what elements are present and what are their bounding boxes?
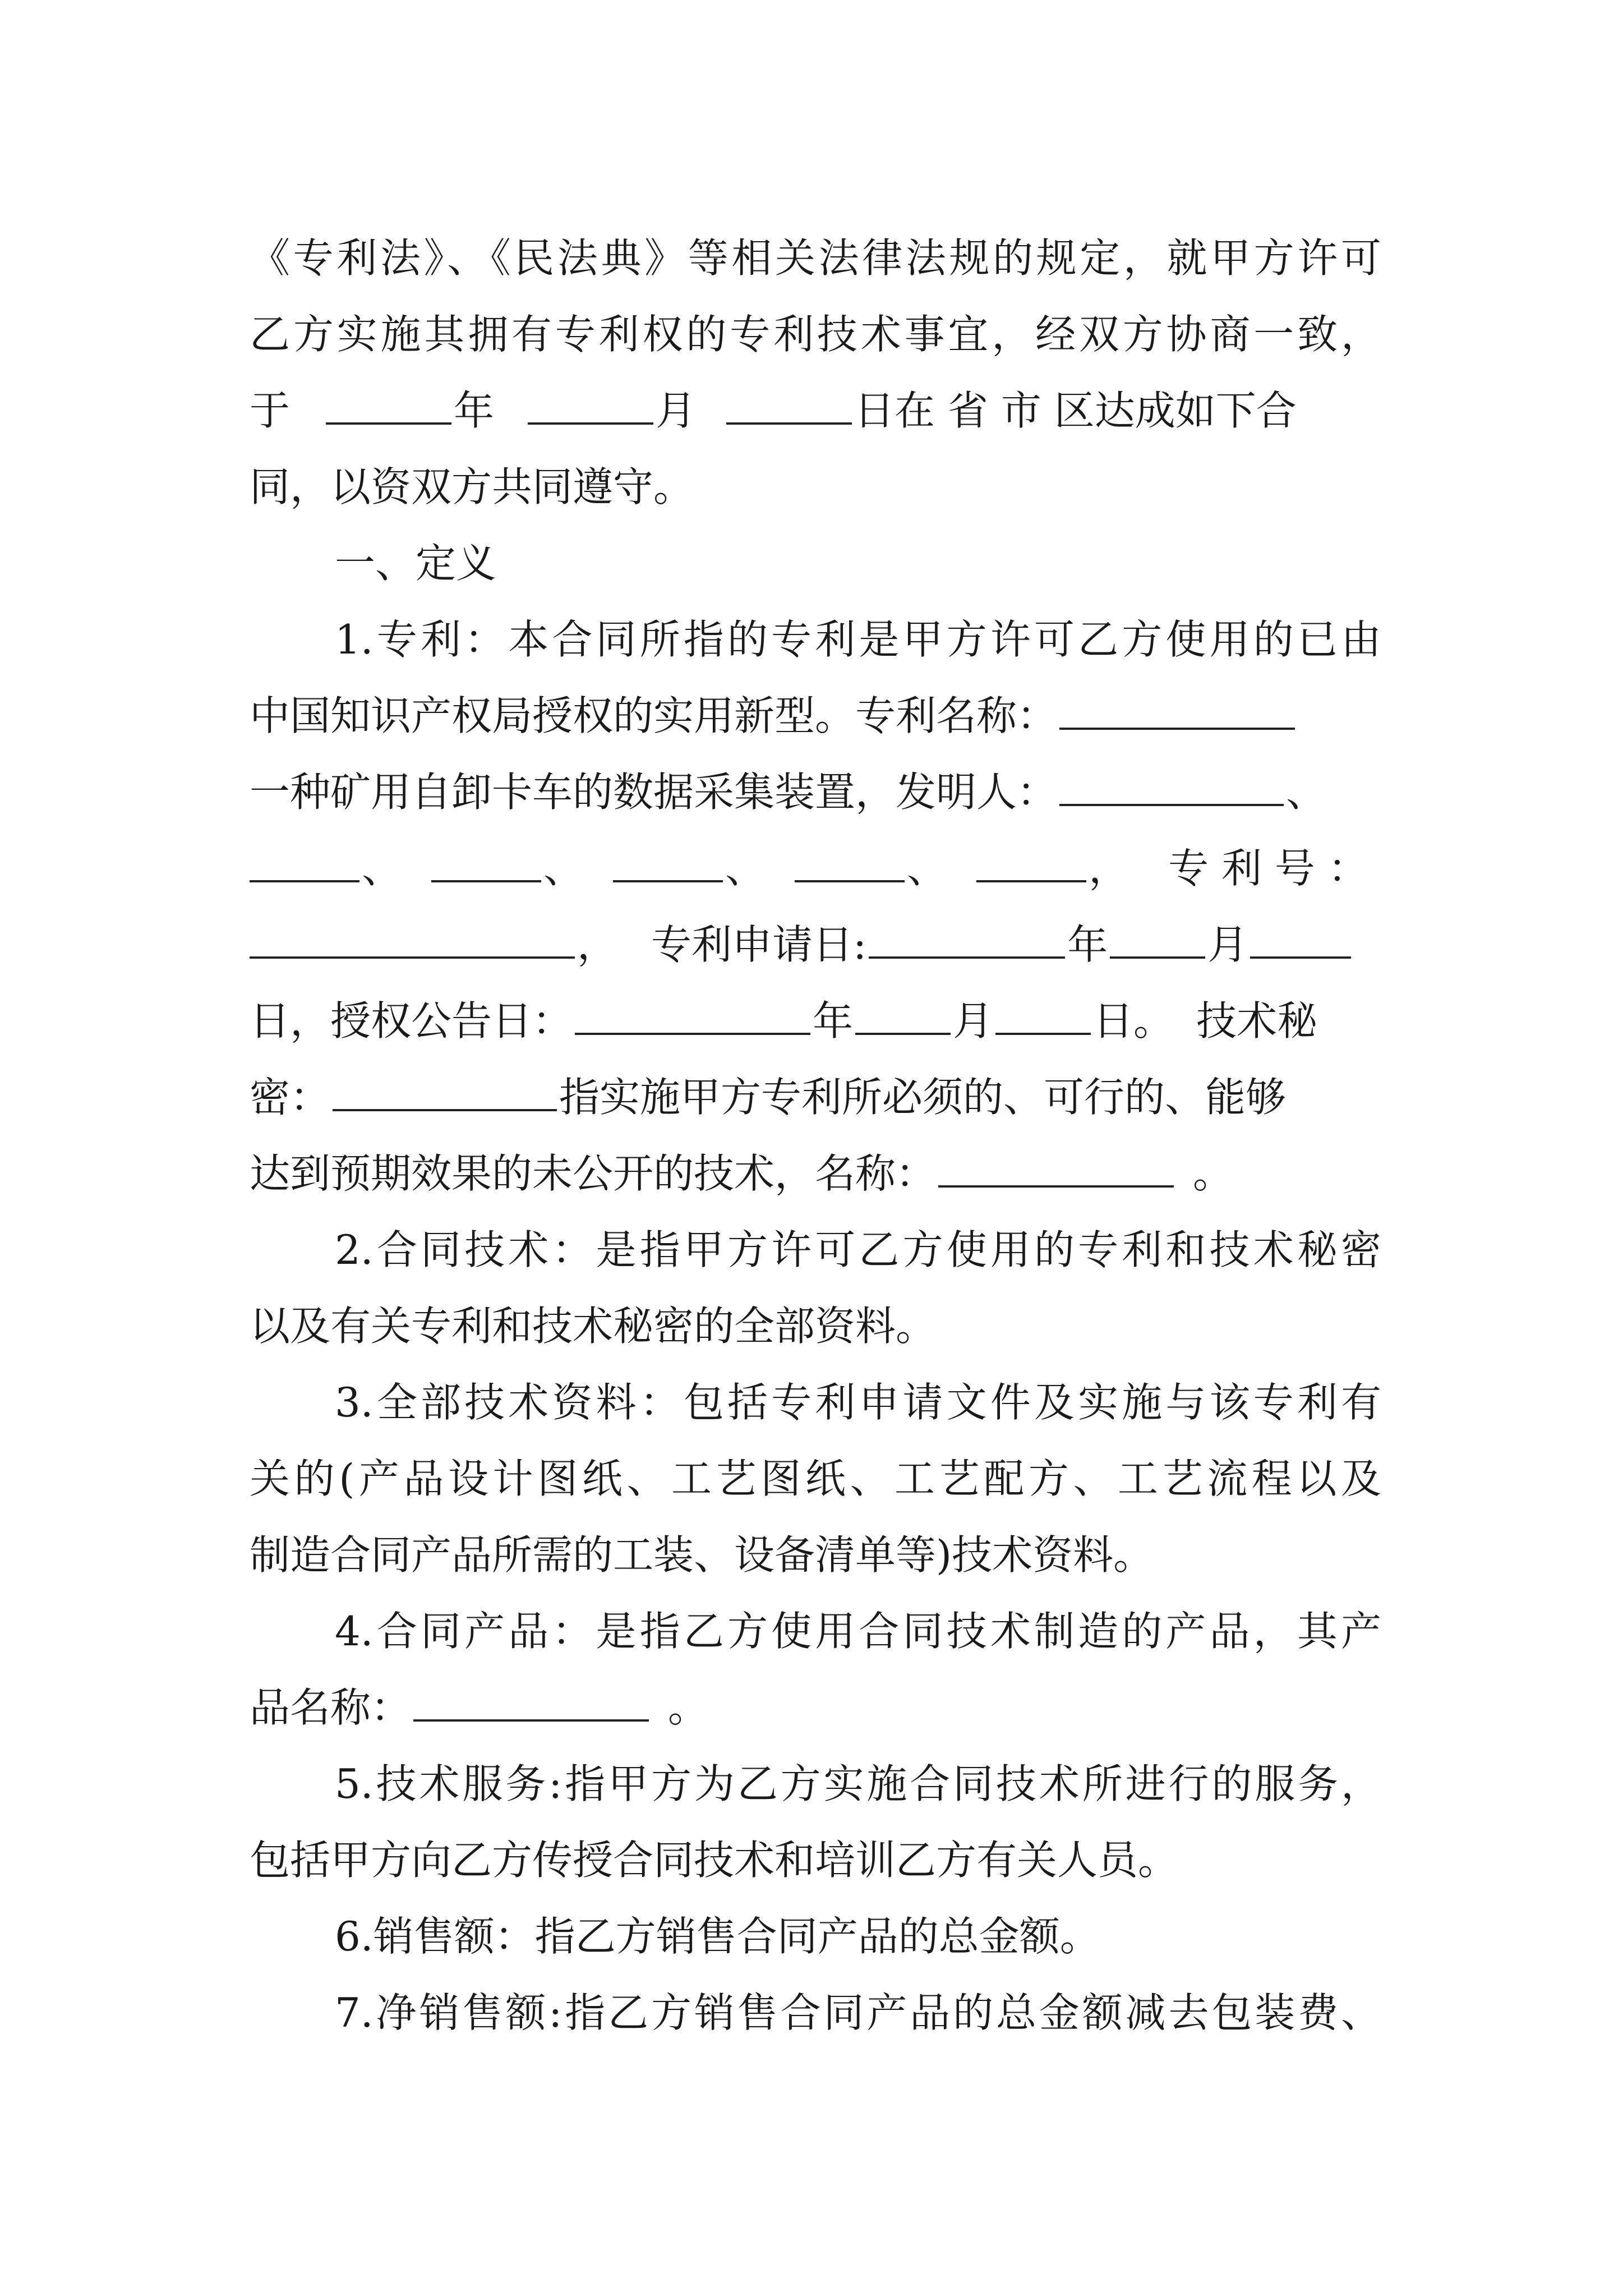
blank-underline — [726, 384, 852, 425]
text-fragment: 日在 省 市 区达成如下合 — [854, 387, 1297, 434]
text-fragment: 、 — [725, 845, 766, 892]
text-line: 3.全部技术资料：包括专利申请文件及实施与该专利有 — [335, 1379, 1381, 1426]
blank-underline — [976, 842, 1086, 882]
text-fragment: 年 — [813, 997, 854, 1045]
text-fragment: 技术秘 — [1196, 997, 1318, 1045]
blank-underline — [431, 842, 541, 882]
blank-underline — [333, 1071, 557, 1111]
text-line: 以及有关专利和技术秘密的全部资料。 — [250, 1303, 937, 1350]
text-fragment: ， — [1089, 845, 1129, 892]
blank-underline — [795, 842, 905, 882]
text-line — [250, 372, 1381, 449]
text-fragment: 品名称： — [250, 1684, 412, 1731]
text-fragment: 月 — [953, 997, 994, 1045]
text-line — [250, 1135, 1381, 1212]
blank-underline — [413, 1681, 649, 1722]
blank-underline — [1059, 766, 1284, 806]
text-fragment: ， — [577, 921, 618, 968]
text-fragment: 于 — [250, 387, 291, 434]
text-line: 制造合同产品所需的工装、设备清单等)技术资料。 — [250, 1531, 1154, 1579]
text-fragment: 日。 — [1093, 997, 1174, 1045]
blank-underline — [613, 842, 723, 882]
text-fragment: 日，授权公告日： — [250, 997, 573, 1045]
text-fragment: 中国知识产权局授权的实用新型。专利名称： — [250, 692, 1058, 739]
text-line: 1.专利：本合同所指的专利是甲方许可乙方使用的已由 — [335, 616, 1381, 663]
text-fragment: 、 — [362, 845, 403, 892]
text-line: 5.技术服务:指甲方为乙方实施合同技术所进行的服务， — [335, 1760, 1381, 1807]
blank-underline — [995, 995, 1091, 1035]
text-fragment: 密： — [250, 1074, 331, 1121]
text-line: 2.合同技术：是指甲方许可乙方使用的专利和技术秘密 — [335, 1226, 1381, 1273]
blank-underline — [250, 918, 575, 959]
text-fragment: 月 — [656, 387, 697, 434]
text-line — [250, 754, 1381, 830]
text-fragment: 专利申请日: — [651, 921, 867, 968]
text-line: 包括甲方向乙方传授合同技术和培训乙方有关人员。 — [250, 1837, 1179, 1884]
text-fragment: 年 — [1067, 921, 1108, 968]
text-fragment: 。 — [668, 1684, 709, 1731]
text-fragment: 指实施甲方专利所必须的、可行的、能够 — [559, 1074, 1287, 1121]
blank-underline — [1110, 918, 1205, 959]
text-line: 关的(产品设计图纸、工艺图纸、工艺配方、工艺流程以及 — [250, 1455, 1381, 1502]
text-line — [250, 1669, 1381, 1746]
text-line — [250, 678, 1381, 754]
text-line — [250, 1059, 1381, 1135]
blank-underline — [528, 384, 653, 425]
blank-underline — [575, 995, 810, 1035]
blank-underline — [869, 918, 1065, 959]
text-line — [250, 830, 1381, 907]
blank-underline — [855, 995, 951, 1035]
blank-underline — [326, 384, 451, 425]
blank-underline — [1059, 689, 1295, 730]
text-fragment: 达到预期效果的未公开的技术，名称： — [250, 1150, 937, 1197]
text-line: 同，以资双方共同遵守。 — [250, 463, 694, 510]
text-fragment: 、 — [907, 845, 948, 892]
document-body — [250, 220, 1381, 2051]
text-line — [250, 907, 1381, 983]
text-line: 乙方实施其拥有专利权的专利技术事宜，经双方协商一致， — [250, 311, 1381, 358]
blank-underline — [1250, 918, 1351, 959]
text-fragment: 一种矿用自卸卡车的数据采集装置，发明人： — [250, 769, 1058, 816]
text-fragment: 年 — [454, 387, 495, 434]
blank-underline — [250, 842, 359, 882]
blank-underline — [938, 1147, 1174, 1188]
text-line: 4.合同产品：是指乙方使用合同技术制造的产品，其产 — [335, 1608, 1381, 1655]
text-line: 7.净销售额:指乙方销售合同产品的总金额减去包装费、 — [335, 1989, 1381, 2036]
text-line — [250, 983, 1381, 1059]
text-fragment: 。 — [1193, 1150, 1234, 1197]
text-fragment: 、 — [1286, 769, 1327, 816]
text-fragment: 专 利 号 ： — [1168, 845, 1368, 892]
text-fragment: 、 — [543, 845, 584, 892]
text-line: 6.销售额：指乙方销售合同产品的总金额。 — [335, 1913, 1100, 1960]
text-line: 《专利法》、《民法典》等相关法律法规的规定，就甲方许可 — [250, 234, 1381, 282]
section-heading: 一、定义 — [335, 540, 497, 587]
text-fragment: 月 — [1207, 921, 1248, 968]
